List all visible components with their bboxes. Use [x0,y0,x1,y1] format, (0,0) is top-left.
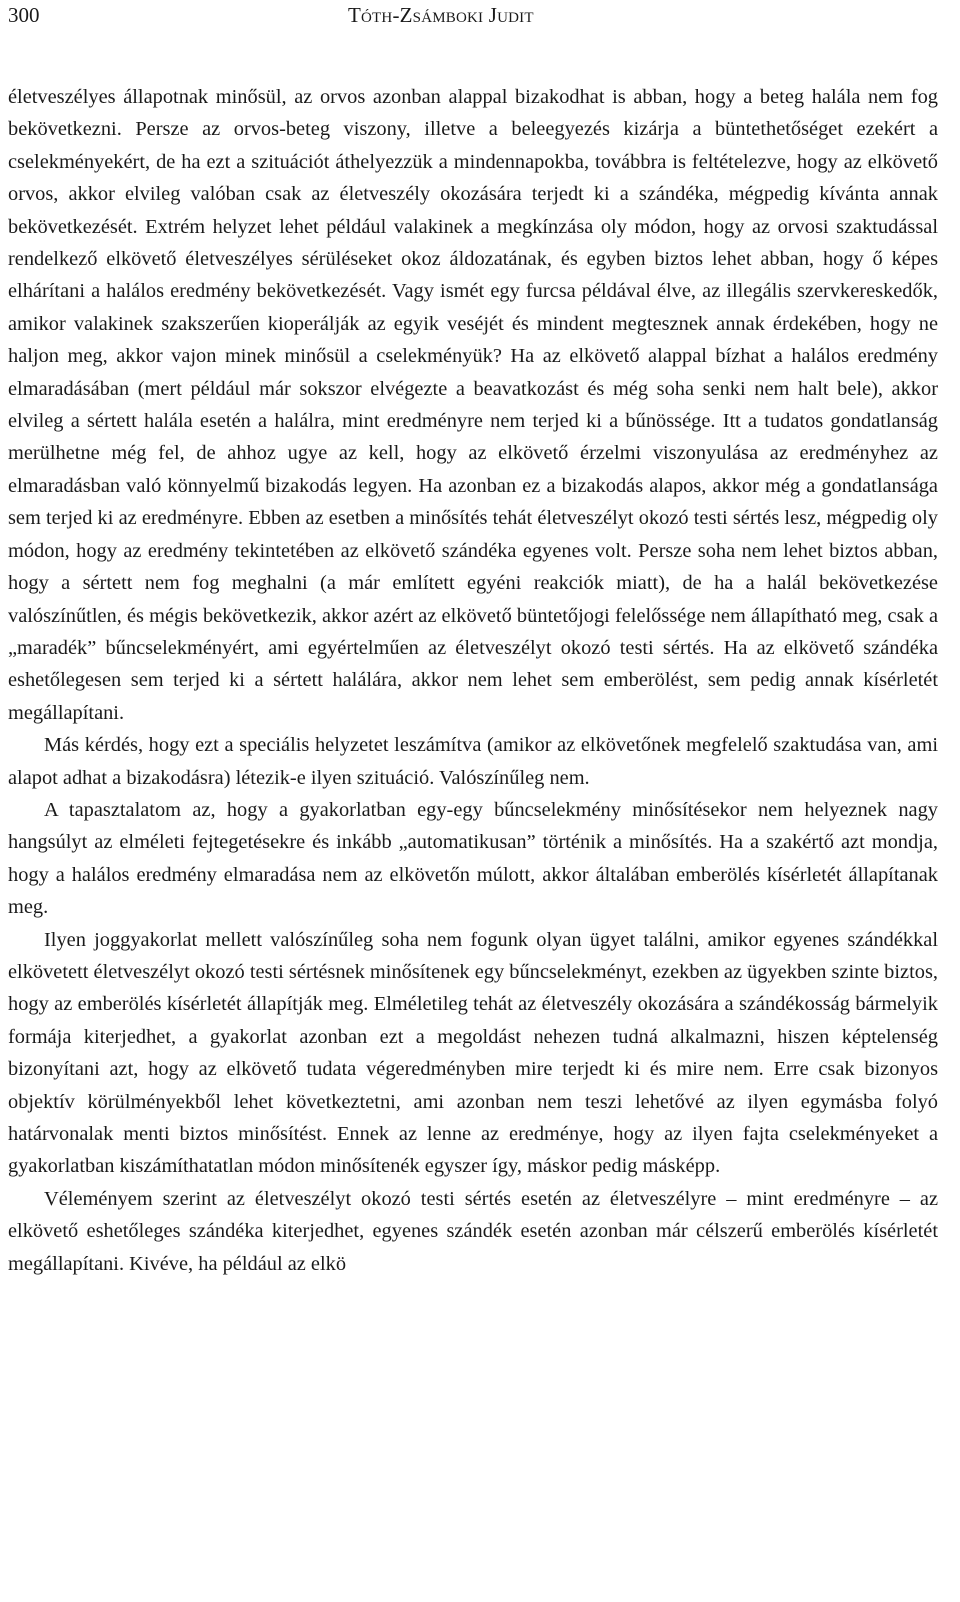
body-text [8,81,938,1280]
running-head [8,0,938,32]
paragraph-2: Más kérdés, hogy ezt a speciális helyzetet leszámítva (amikor az elkövetőnek megfelelő szaktudása van, ami alapot adhat a bizakodásra) létezik-e ilyen szituáció. Valószínűleg nem. [8,734,938,789]
paragraph-5: Véleményem szerint az életveszélyt okozó testi sértés esetén az életveszélyre – mint eredményre – az elkövető eshetőleges szándéka kiterjedhet, egyenes szándék esetén azonban már célszerű emberölés kísérletét megállapítani. Kivéve, ha például az elkö [8,1187,938,1275]
paragraph-3: A tapasztalatom az, hogy a gyakorlatban egy-egy bűncselekmény minősítésekor nem helyeznek nagy hangsúlyt az elméleti fejtegetésekre és inkább „automatikusan” történik a minősítés. Ha a szakértő azt mondja, hogy a halálos eredmény elmaradása nem az elkövetőn múlott, akkor általában emberölés kísérletét állapítanak meg. [8,798,938,919]
paragraph-4: Ilyen joggyakorlat mellett valószínűleg soha nem fogunk olyan ügyet találni, amikor egyenes szándékkal elkövetett életveszélyt okozó testi sértésnek minősítenek egy bűncselekményt, ezekben az ügyekben szinte biztos, hogy az emberölés kísérletét állapítják meg. Elméletileg tehát az életveszély okozására a szándékosság bármelyik formája kiterjedhet, a gyakorlat azonban ezt a megoldást nehezen tudná alkalmazni, hiszen képtelenség bizonyítani azt, hogy az elkövető tudata végeredményben mire terjedt ki és mire nem. Erre csak bizonyos objektív körülményekből lehet következtetni, ami azonban nem teszi lehetővé az ilyen egymásba folyó határvonalak menti biztos minősítést. Ennek az lenne az eredménye, hogy az ilyen fajta cselekményeket a gyakorlatban kiszámíthatatlan módon minősítenék egyszer így, máskor pedig másképp. [8,928,938,1178]
paragraph-1: életveszélyes állapotnak minősül, az orvos azonban alappal bizakodhat is abban, hogy a beteg halála nem fog bekövetkezni. Persze az orvos-beteg viszony, illetve a beleegyezés kizárja a büntethetőséget ezekért a cselekményekért, de ha ezt a szituációt áthelyezzük a mindennapokba, továbbra is feltételezve, hogy az elkövető orvos, akkor elvileg valóban csak az életveszély okozására terjedt ki a szándéka, mégpedig kívánta annak bekövetkezését. Extrém helyzet lehet például valakinek a megkínzása oly módon, hogy az orvosi szaktudással rendelkező elkövető életveszélyes sérüléseket okoz áldozatának, és egyben biztos lehet abban, hogy ő képes elhárítani a halálos eredmény bekövetkezését. Vagy ismét egy furcsa példával élve, az illegális szervkereskedők, amikor valakinek szakszerűen kioperálják az egyik veséjét és mindent megtesznek annak érdekében, hogy ne haljon meg, akkor vajon minek minősül a cselekményük? Ha az elkövető alappal bízhat a halálos eredmény elmaradásában (mert például már sokszor elvégezte a beavatkozást és még soha senki nem halt bele), akkor elvileg a sértett halála esetén a halálra, mint eredményre nem terjed ki a bűnössége. Itt a tudatos gondatlanság merülhetne még fel, de ahhoz ugye az kell, hogy az elkövető érzelmi viszonyulása az eredményhez az elmaradásban való könnyelmű bizakodás legyen. Ha azonban ez a bizakodás alapos, akkor még a gondatlansága sem terjed ki az eredményre. Ebben az esetben a minősítés tehát életveszélyt okozó testi sértés lesz, mégpedig oly módon, hogy az eredmény tekintetében az elkövető szándéka egyenes volt. Persze soha nem lehet biztos abban, hogy a sértett nem fog meghalni (a már említett egyéni reakciók miatt), de ha a halál bekövetkezése valószínűtlen, és mégis bekövetkezik, akkor azért az elkövető büntetőjogi felelőssége nem állapítható meg, csak a „maradék” bűncselekményért, ami egyértelműen az életveszélyt okozó testi sértés. Ha az elkövető szándéka eshetőlegesen sem terjed ki a sértett halálára, akkor nem lehet sem emberölést, sem pedig annak kísérletét megállapítani. [8,86,938,724]
page-number: 300 [8,3,40,27]
running-head-author: Tóth-Zsámboki Judit [348,3,534,27]
book-page [8,0,938,1280]
